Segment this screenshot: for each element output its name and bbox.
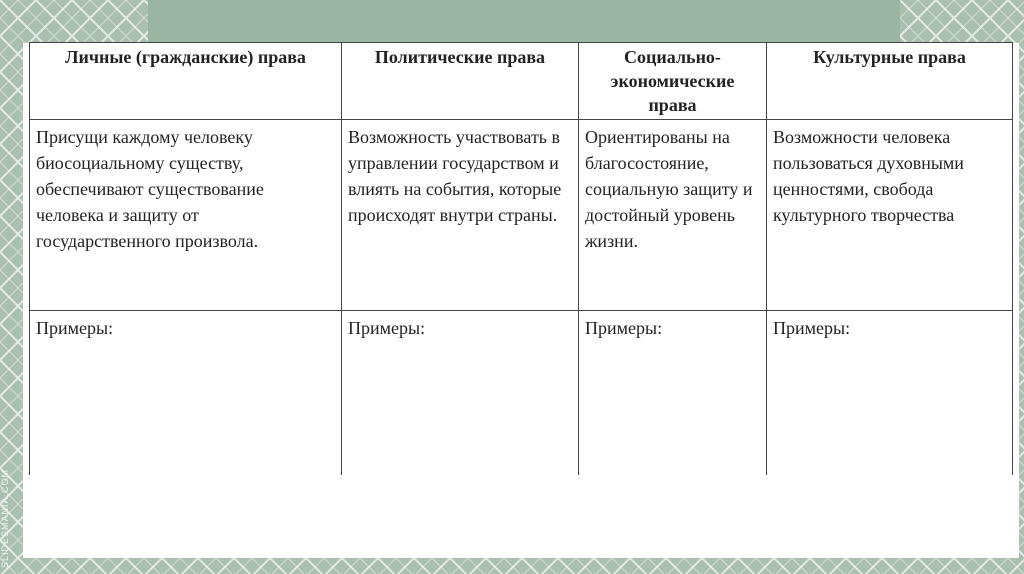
examples-row	[30, 311, 1013, 476]
examples-political-rights: Примеры:	[342, 311, 579, 476]
header-civil-rights: Личные (гражданские) права	[30, 43, 342, 120]
examples-socio-economic-rights: Примеры:	[579, 311, 767, 476]
description-cultural-rights: Возможности человека пользоваться духовными ценностями, свобода культурного творчества	[767, 120, 1013, 311]
description-socio-economic-rights: Ориентированы на благосостояние, социальную защиту и достойный уровень жизни.	[579, 120, 767, 311]
header-cultural-rights: Культурные права	[767, 43, 1013, 120]
description-row	[30, 120, 1013, 311]
header-band	[148, 0, 900, 43]
examples-civil-rights: Примеры:	[30, 311, 342, 476]
description-political-rights: Возможность участвовать в управлении государством и влиять на события, которые происходят внутри страны.	[342, 120, 579, 311]
header-political-rights: Политические права	[342, 43, 579, 120]
header-socio-economic-rights: Социально-экономические права	[579, 43, 767, 120]
description-civil-rights: Присущи каждому человеку биосоциальному существу, обеспечивают существование человека и защиту от государственного произвола.	[30, 120, 342, 311]
examples-cultural-rights: Примеры:	[767, 311, 1013, 476]
rights-table	[29, 42, 1013, 475]
watermark: SLIDESMANIA.COM	[0, 468, 10, 568]
header-row	[30, 43, 1013, 120]
